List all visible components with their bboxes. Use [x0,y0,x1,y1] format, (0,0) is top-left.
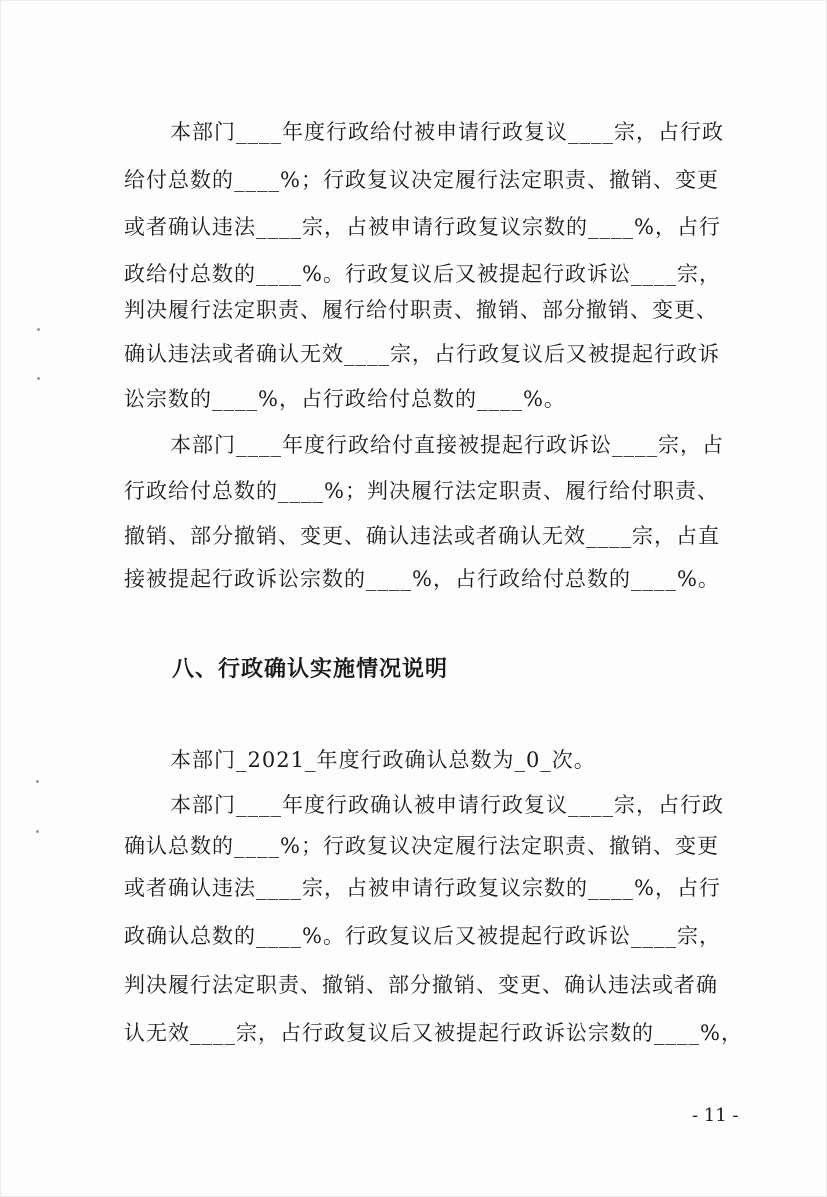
section-heading: 八、行政确认实施情况说明 [172,657,449,682]
text-line: 讼宗数的____%，占行政给付总数的____%。 [124,387,566,411]
scan-speck [37,377,40,380]
text-line: 本部门_2021_年度行政确认总数为_0_次。 [170,748,596,772]
text-line: 或者确认违法____宗，占被申请行政复议宗数的____%，占行 [124,215,721,239]
text-line: 本部门____年度行政给付直接被提起行政诉讼____宗，占 [170,433,724,457]
text-line: 行政给付总数的____%；判决履行法定职责、履行给付职责、 [124,479,719,503]
text-line: 本部门____年度行政给付被申请行政复议____宗，占行政 [170,120,724,144]
scan-speck [36,780,39,783]
text-line: 撤销、部分撤销、变更、确认违法或者确认无效____宗，占直 [124,524,720,548]
text-line: 政给付总数的____%。行政复议后又被提起行政诉讼____宗， [124,262,721,286]
text-line: 认无效____宗，占行政复议后又被提起行政诉讼宗数的____%， [124,1021,743,1045]
page-number: - 11 - [692,1105,739,1126]
text-line: 确认违法或者确认无效____宗，占行政复议后又被提起行政诉 [124,342,720,366]
text-line: 判决履行法定职责、履行给付职责、撤销、部分撤销、变更、 [124,298,718,322]
text-line: 本部门____年度行政确认被申请行政复议____宗，占行政 [170,793,724,817]
scan-speck [36,830,39,833]
text-line: 政确认总数的____%。行政复议后又被提起行政诉讼____宗， [124,924,721,948]
text-line: 或者确认违法____宗，占被申请行政复议宗数的____%，占行 [124,876,721,900]
text-line: 接被提起行政诉讼宗数的____%，占行政给付总数的____%。 [124,567,720,591]
text-line: 确认总数的____%；行政复议决定履行法定职责、撤销、变更 [124,834,719,858]
text-line: 给付总数的____%；行政复议决定履行法定职责、撤销、变更 [124,168,719,192]
text-line: 判决履行法定职责、撤销、部分撤销、变更、确认违法或者确 [124,973,718,997]
scan-speck [37,328,40,331]
